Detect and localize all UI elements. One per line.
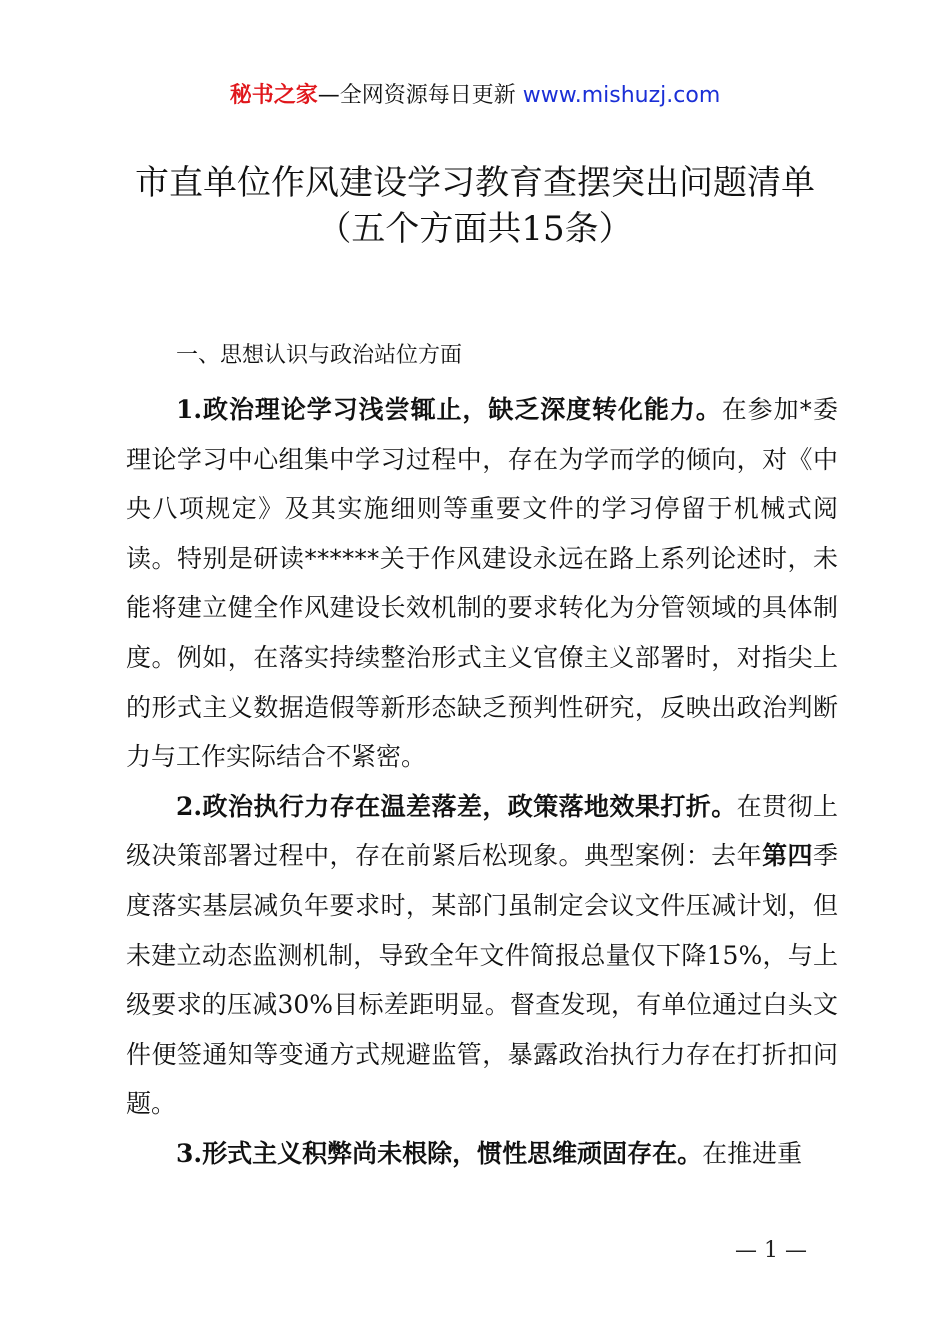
item-heading-text-2: 政治执行力存在温差落差，政策落地效果打折。 — [202, 791, 737, 821]
page-number: — 1 — — [735, 1238, 807, 1263]
item-text-2-bold: 第四 — [762, 841, 813, 871]
item-heading-3 — [176, 1139, 702, 1168]
item-number-3: 3. — [176, 1138, 203, 1168]
item-number-2: 2. — [176, 791, 203, 821]
item-heading-text-3: 形式主义积弊尚未根除，惯性思维顽固存在。 — [202, 1138, 703, 1168]
title-item-count: 15 — [521, 209, 565, 249]
site-brand: 秘书之家 — [229, 83, 318, 108]
item-text-2d: 目标差距明显。督查发现，有单位通过白头文件便签通知等变通方式规避监管，暴露政治执行力存在打折扣问题。 — [126, 990, 838, 1119]
item-paragraph-1 — [126, 385, 838, 782]
item-percent-1: 15% — [706, 940, 763, 970]
item-text-1: 在参加*委理论学习中心组集中学习过程中，存在为学而学的倾向，对《中央八项规定》及其实施细则等重要文件的学习停留于机械式阅读。特别是研读******关于作风建设永远在路上系列论述时，未能将建立健全作风建设长效机制的要求转化为分管领域的具体制度。例如，在落实持续整治形式主义官僚主义部署时，对指尖上的形式主义数据造假等新形态缺乏预判性研究，反映出政治判断力与工作实际结合不紧密。 — [126, 395, 838, 772]
item-text-3: 在推进重 — [702, 1138, 803, 1168]
item-heading-1 — [176, 395, 722, 424]
site-header — [0, 80, 950, 112]
item-number-1: 1. — [176, 395, 203, 424]
site-tagline: —全网资源每日更新 — [317, 83, 523, 108]
title-line-2-suffix: 条） — [564, 209, 633, 249]
document-title — [0, 160, 950, 252]
item-paragraph-2 — [126, 782, 838, 1129]
item-text-2b: 季度落实基层减负年要求时，某部门虽制定会议文件压减计划，但未建立动态监测机制，导致全年文件简报总量仅下降 — [126, 841, 838, 970]
item-percent-2: 30% — [277, 990, 334, 1020]
title-line-1: 市直单位作风建设学习教育查摆突出问题清单 — [135, 163, 815, 203]
title-line-2 — [0, 206, 950, 252]
item-heading-text-1: 政治理论学习浅尝辄止，缺乏深度转化能力。 — [202, 395, 722, 424]
site-url-link[interactable]: www.mishuzj.com — [522, 83, 721, 108]
item-text-2a: 在贯彻上级决策部署过程中，存在前紧后松现象。典型案例：去年 — [126, 791, 838, 871]
section-heading-1: 一、思想认识与政治站位方面 — [176, 343, 463, 368]
title-line-2-prefix: （五个方面共 — [317, 209, 522, 249]
item-paragraph-3 — [126, 1129, 838, 1179]
item-heading-2 — [176, 792, 737, 821]
item-text-2c: ，与上级要求的压减 — [126, 940, 838, 1020]
document-body — [126, 385, 838, 1179]
